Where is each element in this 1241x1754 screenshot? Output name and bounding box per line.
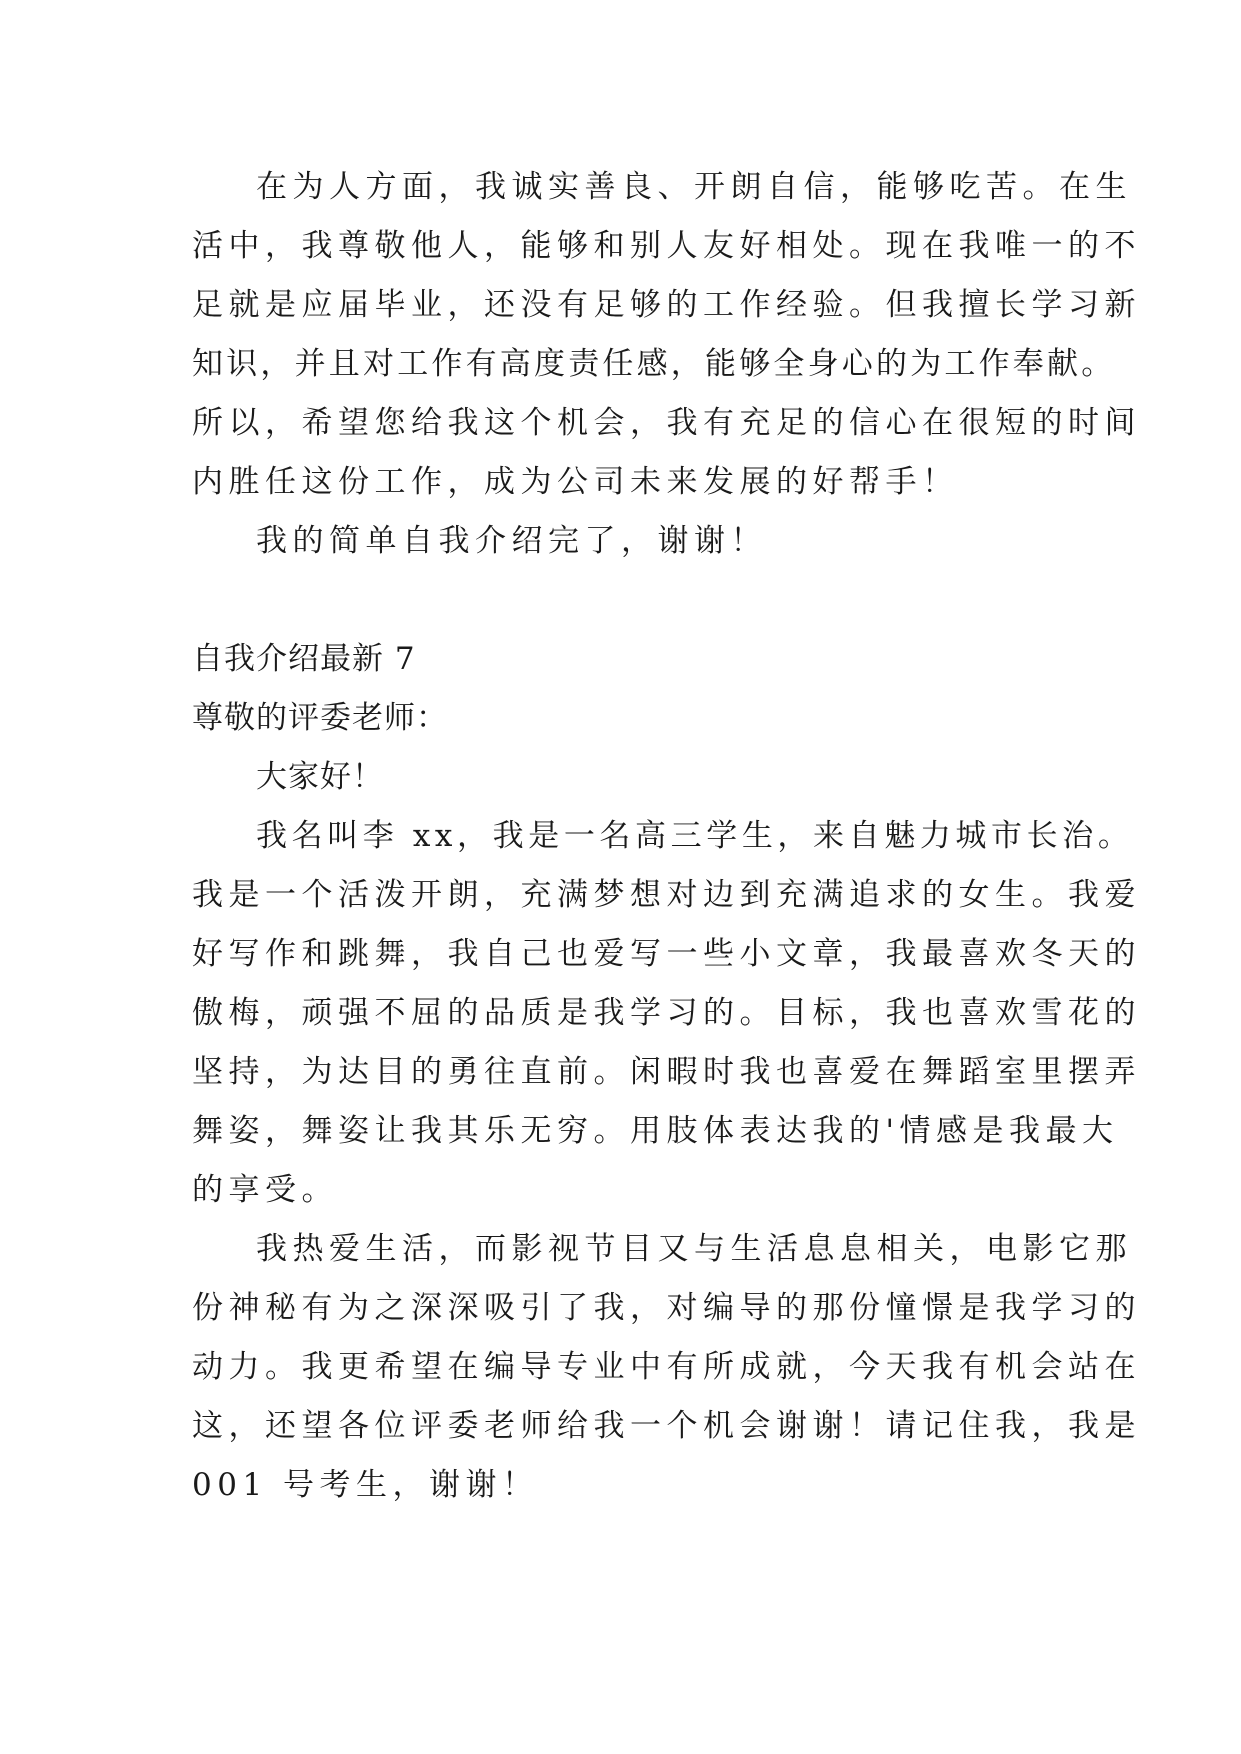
paragraph-line: 活中，我尊敬他人，能够和别人友好相处。现在我唯一的不: [192, 228, 1141, 264]
paragraph-line: 我名叫李 xx，我是一名高三学生，来自魅力城市长治。: [256, 818, 1134, 854]
paragraph-line: 我是一个活泼开朗，充满梦想对边到充满追求的女生。我爱: [192, 877, 1141, 913]
salutation: 尊敬的评委老师：: [192, 700, 448, 736]
paragraph-line: 的享受。: [192, 1172, 338, 1208]
paragraph-line: 这，还望各位评委老师给我一个机会谢谢！请记住我，我是: [192, 1408, 1141, 1444]
paragraph-line: 舞姿，舞姿让我其乐无穷。用肢体表达我的'情感是我最大: [192, 1113, 1119, 1149]
document-body: [192, 158, 1141, 1515]
paragraph-line: 坚持，为达目的勇往直前。闲暇时我也喜爱在舞蹈室里摆弄: [192, 1054, 1141, 1090]
paragraph-line: 在为人方面，我诚实善良、开朗自信，能够吃苦。在生: [256, 169, 1132, 205]
paragraph-line: 足就是应届毕业，还没有足够的工作经验。但我擅长学习新: [192, 287, 1141, 323]
paragraph-line: 傲梅，顽强不屈的品质是我学习的。目标，我也喜欢雪花的: [192, 995, 1141, 1031]
paragraph-line: 份神秘有为之深深吸引了我，对编导的那份憧憬是我学习的: [192, 1290, 1141, 1326]
paragraph-line: 动力。我更希望在编导专业中有所成就，今天我有机会站在: [192, 1349, 1141, 1385]
greeting: 大家好！: [256, 759, 384, 795]
paragraph-line: 所以，希望您给我这个机会，我有充足的信心在很短的时间: [192, 405, 1141, 441]
paragraph-line: 好写作和跳舞，我自己也爱写一些小文章，我最喜欢冬天的: [192, 936, 1141, 972]
paragraph-line: 001 号考生，谢谢！: [192, 1467, 539, 1503]
paragraph-line: 内胜任这份工作，成为公司未来发展的好帮手！: [192, 464, 959, 500]
paragraph-line: 我热爱生活，而影视节目又与生活息息相关，电影它那: [256, 1231, 1132, 1267]
section-gap: [192, 571, 1052, 630]
paragraph-line: 我的简单自我介绍完了，谢谢！: [256, 523, 767, 559]
section-title: 自我介绍最新 7: [192, 641, 416, 677]
paragraph-line: 知识，并且对工作有高度责任感，能够全身心的为工作奉献。: [192, 346, 1116, 382]
